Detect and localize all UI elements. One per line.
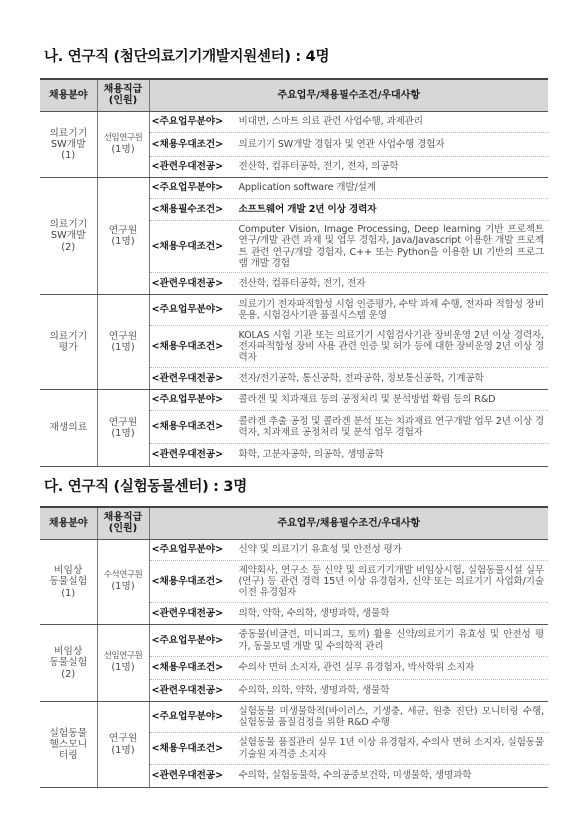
detail-row xyxy=(150,221,549,273)
detail-value: 수의학, 의학, 약학, 생명과학, 생물학 xyxy=(238,684,390,696)
table-row xyxy=(40,390,548,467)
header-detail: 주요업무/채용필수조건/우대사항 xyxy=(149,507,548,540)
detail-cell xyxy=(149,702,548,788)
detail-row xyxy=(150,178,549,199)
field-line: (1) xyxy=(61,150,76,162)
field-line: (2) xyxy=(61,241,76,253)
detail-label: <관련우대전공> xyxy=(151,372,224,384)
detail-value: 비대면, 스마트 의료 관련 사업수행, 과제관리 xyxy=(238,116,423,128)
detail-label: <채용우대조건> xyxy=(151,575,224,587)
table-header-row xyxy=(40,507,548,540)
rank-title: 선임연구원 xyxy=(103,132,143,143)
header-rank xyxy=(97,507,149,540)
field-line: SW개발 xyxy=(50,138,86,150)
rank-title: 연구원 xyxy=(108,224,138,236)
detail-cell xyxy=(149,178,548,295)
detail-row xyxy=(150,112,549,133)
rank-title: 선임연구원 xyxy=(103,651,143,662)
table-row xyxy=(40,112,548,178)
field-line: 실험동물 xyxy=(49,727,88,739)
field-line: 헬스모니 xyxy=(49,738,88,750)
detail-value: 전산학, 컴퓨터공학, 전기, 전자, 의공학 xyxy=(238,161,399,173)
detail-label: <채용우대조건> xyxy=(151,742,224,754)
detail-row xyxy=(150,273,549,294)
field-cell xyxy=(40,390,97,467)
detail-value: 중동물(비글견, 미니피그, 토끼) 활용 신약/의료기기 유효성 및 안전성 평가, 동물모델 개발 및 수의학적 관리 xyxy=(238,629,544,652)
detail-value: 화학, 고분자공학, 의공학, 생명공학 xyxy=(238,449,384,461)
detail-label: <채용우대조건> xyxy=(151,240,224,252)
job-table-lab-animal xyxy=(40,506,548,788)
header-rank-line1: 채용직급 xyxy=(103,512,143,523)
field-cell xyxy=(40,295,97,390)
rank-cell xyxy=(97,295,149,390)
rank-cell xyxy=(97,112,149,178)
detail-label: <관련우대전공> xyxy=(151,607,224,619)
rank-cell xyxy=(97,625,149,702)
detail-row xyxy=(150,444,549,466)
detail-row xyxy=(150,625,549,657)
detail-label: <주요업무분야> xyxy=(151,634,224,646)
field-line: 비임상 xyxy=(54,646,83,658)
table-row xyxy=(40,702,548,788)
detail-row xyxy=(150,368,549,389)
detail-value: 신약 및 의료기기 유효성 및 안전성 평가 xyxy=(238,544,402,556)
header-rank-line2: (인원) xyxy=(108,94,138,106)
detail-label: <채용필수조건> xyxy=(151,203,224,215)
detail-row xyxy=(150,680,549,701)
detail-cell xyxy=(149,112,548,178)
field-line: 의료기기 xyxy=(49,330,88,342)
field-line: (1) xyxy=(61,587,76,599)
detail-row xyxy=(150,133,549,157)
rank-cell xyxy=(97,540,149,625)
header-field: 채용분야 xyxy=(40,79,97,112)
detail-label: <관련우대전공> xyxy=(151,684,224,696)
detail-value: 소프트웨어 개발 2년 이상 경력자 xyxy=(238,203,377,215)
detail-value: 수의사 면허 소지자, 관련 실무 유경험자, 박사학위 소지자 xyxy=(238,662,475,674)
table-row xyxy=(40,178,548,295)
detail-row xyxy=(150,411,549,444)
field-cell xyxy=(40,540,97,625)
table-row xyxy=(40,625,548,702)
section-title-lab-animal: 다. 연구직 (실험동물센터) : 3명 xyxy=(44,479,247,495)
detail-row xyxy=(150,157,549,177)
detail-row xyxy=(150,603,549,624)
detail-value: 의료기기 SW개발 경험자 및 연관 사업수행 경험자 xyxy=(238,138,445,150)
field-line: 평가 xyxy=(58,342,78,353)
field-line: 동물실험 xyxy=(49,657,88,669)
detail-label: <관련우대전공> xyxy=(151,449,224,461)
detail-label: <관련우대전공> xyxy=(151,770,224,782)
detail-label: <주요업무분야> xyxy=(151,304,224,316)
rank-count: (1명) xyxy=(111,662,135,674)
rank-cell xyxy=(97,702,149,788)
field-line: 의료기기 xyxy=(49,219,88,231)
detail-value: 콜라겐 추출 공정 및 콜라겐 분석 또는 치과재료 연구개발 업무 2년 이상 경력자, 치과재료 공정처리 및 분석 업무 경험자 xyxy=(238,415,544,438)
detail-cell xyxy=(149,295,548,390)
detail-value: 의료기기 전자파적합성 시험 인증평가, 수탁 과제 수행, 전자파 적합성 장비 운용, 시험검사기관 품질시스템 운영 xyxy=(238,298,544,321)
rank-count: (1명) xyxy=(111,143,135,155)
detail-value: 실험동물 품질관리 실무 1년 이상 유경험자, 수의사 면허 소지자, 실험동물기술원 자격증 소지자 xyxy=(238,737,544,760)
detail-label: <관련우대전공> xyxy=(151,277,224,289)
header-detail: 주요업무/채용필수조건/우대사항 xyxy=(149,79,548,112)
header-field: 채용분야 xyxy=(40,507,97,540)
detail-value: 수의학, 실험동물학, 수의공중보건학, 미생물학, 생명과학 xyxy=(238,770,472,782)
detail-label: <주요업무분야> xyxy=(151,116,224,128)
field-line: (2) xyxy=(61,668,76,680)
detail-value: 실험동물 미생물학적(바이러스, 기생충, 세균, 원충 진단) 모니터링 수행, 실험동물 품질검정을 위한 R&D 수행 xyxy=(238,705,544,728)
detail-label: <채용우대조건> xyxy=(151,340,224,352)
rank-title: 수석연구원 xyxy=(103,570,143,581)
detail-label: <주요업무분야> xyxy=(151,394,224,406)
detail-value: 콜라겐 및 치과재료 등의 공정처리 및 분석방법 확립 등의 R&D xyxy=(238,394,496,406)
detail-label: <주요업무분야> xyxy=(151,182,224,194)
rank-count: (1명) xyxy=(111,581,135,593)
rank-count: (1명) xyxy=(111,236,135,247)
field-line: 동물실험 xyxy=(49,576,88,588)
field-line: SW개발 xyxy=(50,230,86,242)
detail-value: KOLAS 시험 기관 또는 의료기기 시험검사기관 장비운영 2년 이상 경력자, 전자파적합성 장비 사용 관련 인증 및 허가 등에 대한 장비운영 2년 이상 경력자 xyxy=(238,329,544,364)
detail-cell xyxy=(149,625,548,702)
detail-label: <관련우대전공> xyxy=(151,161,224,173)
detail-row xyxy=(150,199,549,221)
field-cell xyxy=(40,178,97,295)
detail-value: 전자/전기공학, 통신공학, 전파공학, 정보통신공학, 기계공학 xyxy=(238,372,484,384)
job-table-advanced-medical xyxy=(40,78,548,467)
detail-label: <주요업무분야> xyxy=(151,544,224,556)
table-row xyxy=(40,295,548,390)
detail-label: <채용우대조건> xyxy=(151,421,224,433)
table-row xyxy=(40,540,548,625)
detail-row xyxy=(150,295,549,326)
detail-label: <채용우대조건> xyxy=(151,662,224,674)
detail-label: <주요업무분야> xyxy=(151,711,224,723)
rank-count: (1명) xyxy=(111,428,135,439)
rank-cell xyxy=(97,178,149,295)
detail-row xyxy=(150,540,549,561)
rank-title: 연구원 xyxy=(108,330,138,342)
detail-row xyxy=(150,326,549,368)
detail-row xyxy=(150,733,549,765)
detail-row xyxy=(150,561,549,603)
detail-row xyxy=(150,765,549,787)
detail-value: 제약회사, 연구소 등 신약 및 의료기기개발 비임상시험, 실험동물시설 실무(연구) 등 관련 경력 15년 이상 유경험자, 신약 또는 의료기기 사업화/기술이전 유경험자 xyxy=(238,564,544,599)
field-line: 의료기기 xyxy=(49,127,88,139)
header-rank-line2: (인원) xyxy=(108,522,138,534)
rank-cell xyxy=(97,390,149,467)
detail-cell xyxy=(149,390,548,467)
detail-value: 전산학, 컴퓨터공학, 전기, 전자 xyxy=(238,277,366,289)
header-rank xyxy=(97,79,149,112)
detail-value: Computer Vision, Image Processing, Deep learning 기반 프로젝트 연구/개발 관련 과제 및 업무 경험자, Java/Javascript 이용한 개발 프로젝트 관련 연구/개발 경험자, C++ 또는 Python을 이용한 UI 기반의 프로그램 개발 경험 xyxy=(238,224,544,269)
field-cell xyxy=(40,702,97,788)
field-line: 재생의료 xyxy=(49,422,88,434)
detail-row xyxy=(150,702,549,733)
field-cell xyxy=(40,112,97,178)
detail-label: <채용우대조건> xyxy=(151,138,224,150)
rank-title: 연구원 xyxy=(108,733,138,745)
detail-value: Application software 개발/설계 xyxy=(238,182,376,194)
detail-value: 의학, 약학, 수의학, 생명과학, 생물학 xyxy=(238,607,390,619)
detail-row xyxy=(150,390,549,411)
section-title-advanced-medical: 나. 연구직 (첨단의료기기개발지원센터) : 4명 xyxy=(44,49,330,65)
rank-title: 연구원 xyxy=(108,416,138,428)
rank-count: (1명) xyxy=(111,744,135,756)
header-rank-line1: 채용직급 xyxy=(103,84,143,95)
field-cell xyxy=(40,625,97,702)
rank-count: (1명) xyxy=(111,342,135,353)
field-line: 비임상 xyxy=(54,565,83,577)
detail-row xyxy=(150,657,549,680)
table-header-row xyxy=(40,79,548,112)
detail-cell xyxy=(149,540,548,625)
field-line: 터링 xyxy=(58,750,78,762)
